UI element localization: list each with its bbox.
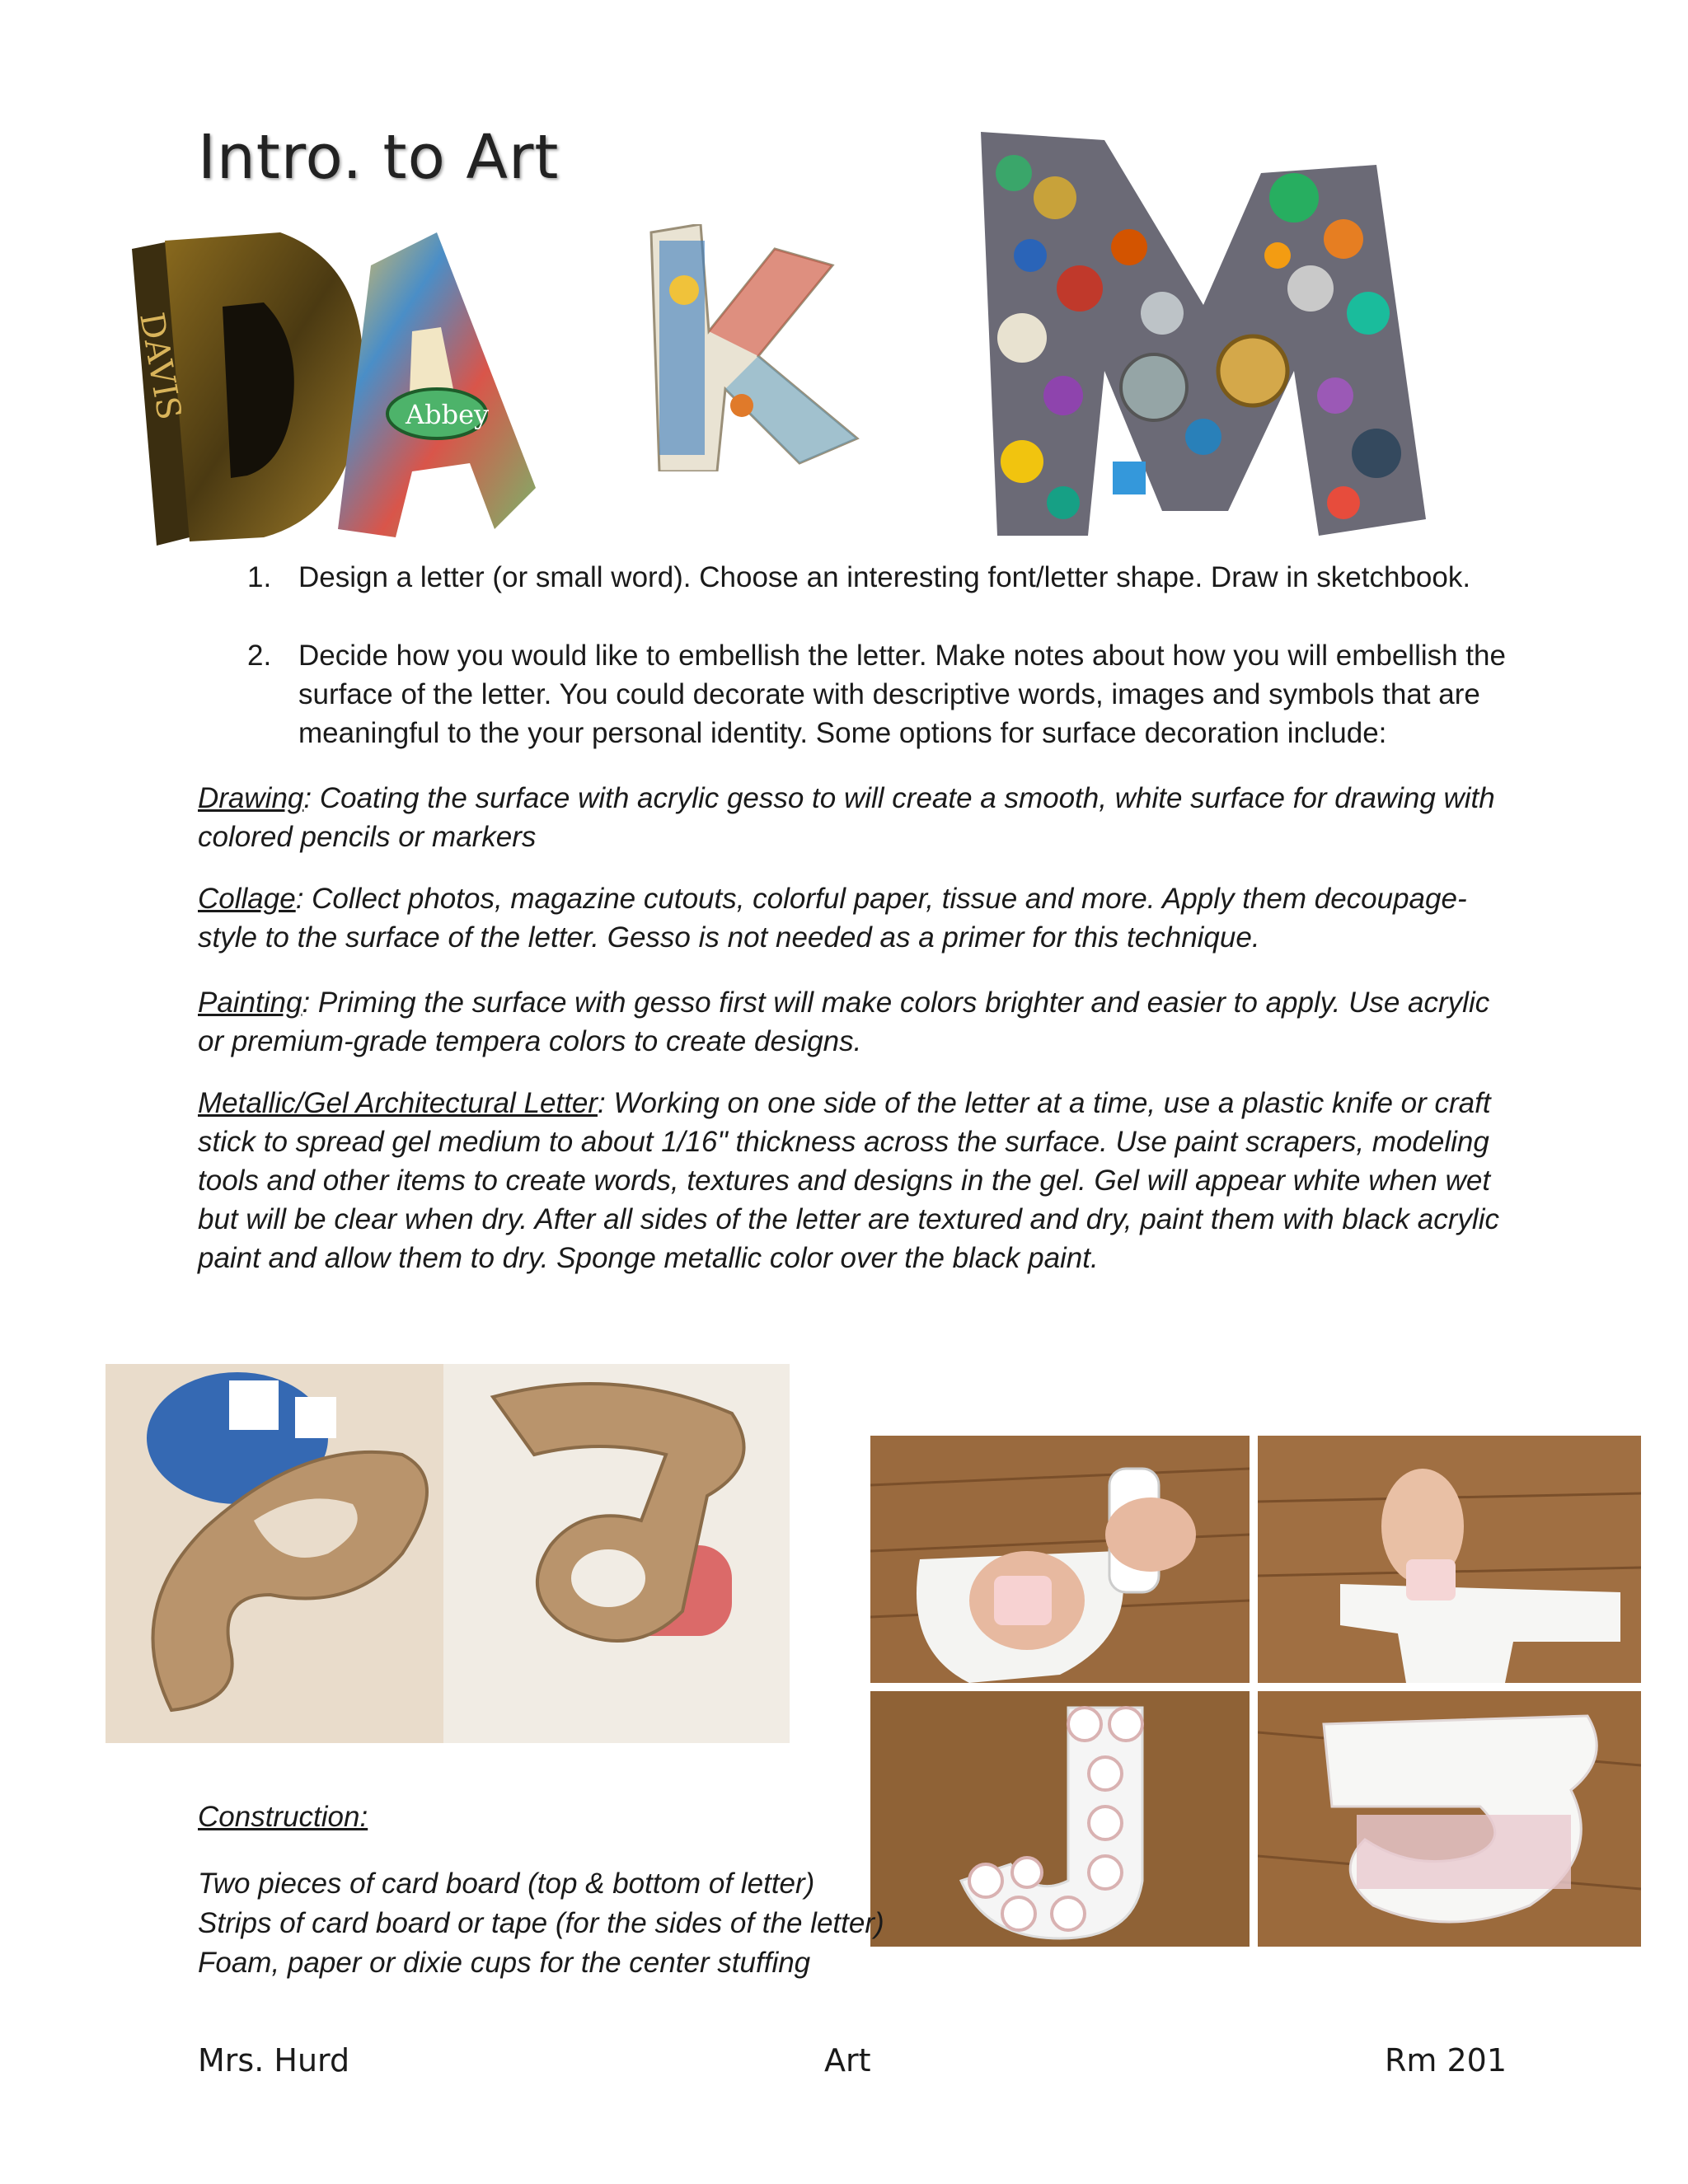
letter-k-photo xyxy=(635,224,882,471)
step-text: Design a letter (or small word). Choose an interesting font/letter shape. Draw in sketchbook. xyxy=(298,561,1471,593)
name-tag: Abbey xyxy=(406,399,490,430)
material-item: Two pieces of card board (top & bottom of letter) xyxy=(198,1868,815,1900)
dixie-cup-letter-photo-3 xyxy=(870,1691,1250,1947)
construction-heading: Construction: xyxy=(198,1801,368,1833)
cardboard-letters-photo xyxy=(106,1364,790,1743)
page-title: Intro. to Art xyxy=(198,122,560,193)
option-metallic-gel xyxy=(198,1084,1517,1277)
step-number: 1. xyxy=(247,561,272,593)
option-label: Painting xyxy=(198,987,302,1019)
dixie-cup-letter-photo-2 xyxy=(1258,1436,1641,1683)
option-label: Drawing xyxy=(198,782,304,814)
construction-materials xyxy=(198,1864,884,1983)
option-collage xyxy=(198,879,1517,957)
option-label: Collage xyxy=(198,883,296,915)
option-text: : Collect photos, magazine cutouts, colorful paper, tissue and more. Apply them decoupage-style to the surface of the letter. Gesso is not needed as a primer for this technique. xyxy=(198,883,1467,954)
side-text: DAVIS xyxy=(132,309,189,423)
option-label: Metallic/Gel Architectural Letter xyxy=(198,1087,598,1119)
letter-da-photo xyxy=(124,216,552,562)
material-item: Strips of card board or tape (for the sides of the letter) xyxy=(198,1907,884,1939)
material-item: Foam, paper or dixie cups for the center stuffing xyxy=(198,1947,811,1979)
option-drawing xyxy=(198,779,1517,856)
option-painting xyxy=(198,983,1517,1061)
letter-m-photo xyxy=(964,124,1442,560)
dixie-cup-letter-photo-4 xyxy=(1258,1691,1641,1947)
step-text: Decide how you would like to embellish the letter. Make notes about how you will embellish the surface of the letter. You could decorate with descriptive words, images and symbols that are meaningful to the your personal identity. Some options for surface decoration include: xyxy=(298,640,1506,749)
step-number: 2. xyxy=(247,640,272,672)
footer-teacher: Mrs. Hurd xyxy=(198,2042,350,2079)
dixie-cup-letter-photo-1 xyxy=(870,1436,1250,1683)
option-text: : Coating the surface with acrylic gesso to will create a smooth, white surface for drawing with colored pencils or markers xyxy=(198,782,1495,853)
footer-room: Rm 201 xyxy=(1385,2042,1507,2079)
option-text: : Priming the surface with gesso first will make colors brighter and easier to apply. Use acrylic or premium-grade tempera colors to create designs. xyxy=(198,987,1490,1057)
footer-subject: Art xyxy=(824,2042,871,2079)
option-text: : Working on one side of the letter at a time, use a plastic knife or craft stick to spread gel medium to about 1/16" thickness across the surface. Use paint scrapers, modeling tools and other items to create words, textures and designs in the gel. Gel will appear white when wet but will be clear when dry. After all sides of the letter are textured and dry, paint them with black acrylic paint and allow them to dry. Sponge metallic color over the black paint. xyxy=(198,1087,1499,1274)
